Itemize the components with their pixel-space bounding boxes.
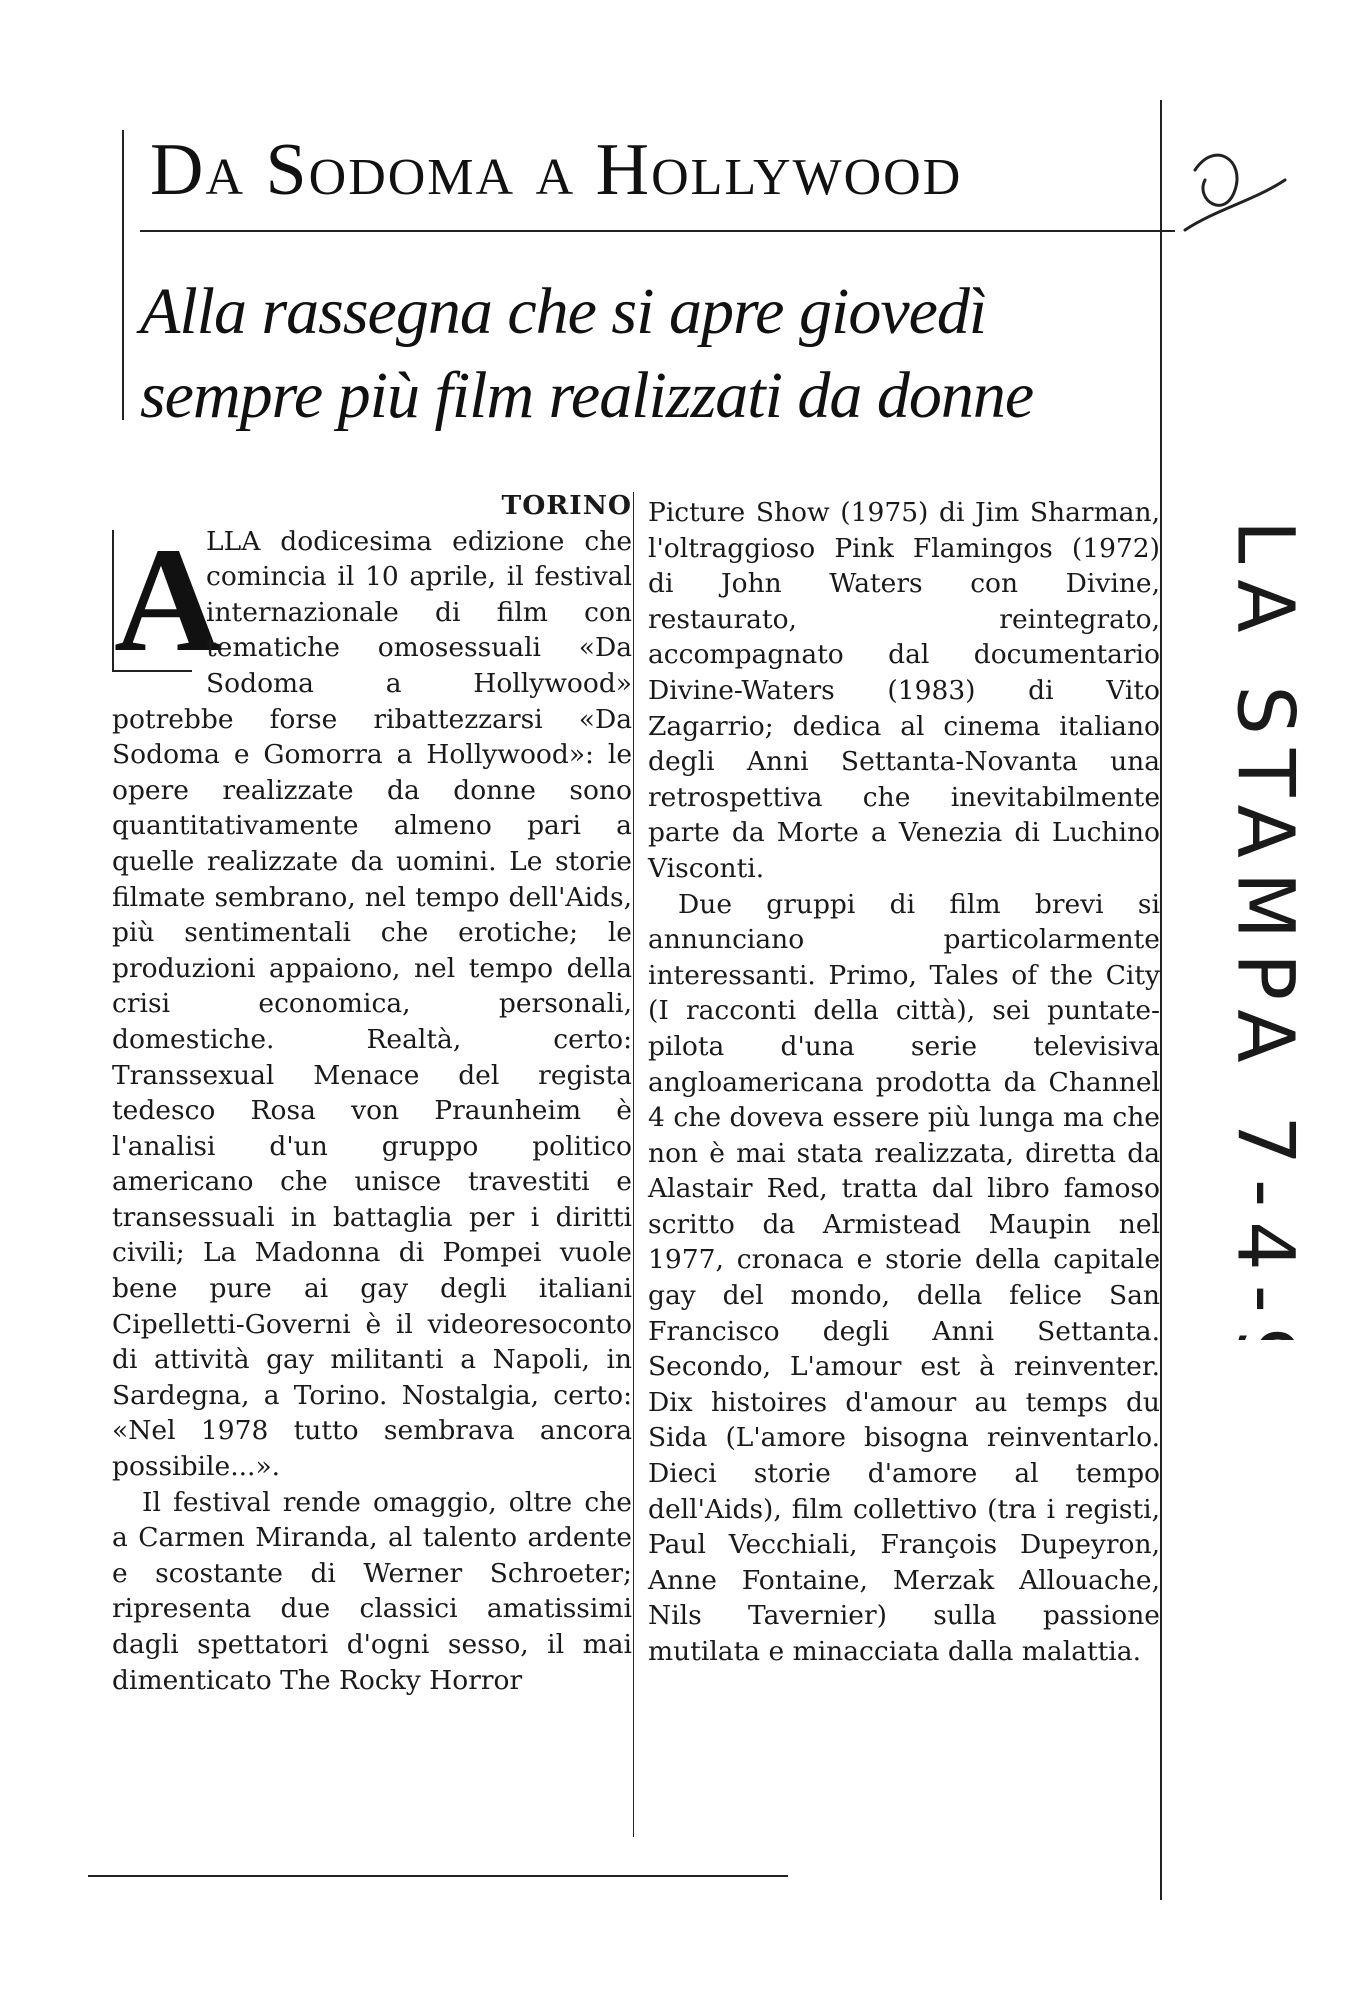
subheadline [140,270,1180,438]
headline: Da Sodoma a Hollywood [150,129,963,211]
left-border-rule [122,130,124,420]
handwritten-note-svg [1175,140,1335,1340]
paragraph: LLA dodicesima edizione che comincia il 10 aprile, il festival internazionale di film con tematiche omosessuali «Da Sodoma a Hollywood» potrebbe forse ribattezzarsi «Da Sodoma e Gomorra a Hollywood»: le opere realizzate da donne sono quantitativamente almeno pari a quelle realizzate da uomini. Le storie filmate sembrano, nel tempo dell'Aids, più sentimentali che erotiche; le produzioni appaiono, nel tempo della crisi economica, personali, domestiche. Realtà, certo: Transsexual Menace del regista tedesco Rosa von Praunheim è l'analisi d'un gruppo politico americano che unisce travestiti e transessuali in battaglia per i diritti civili; La Madonna di Pompei vuole bene pure ai gay degli italiani Cipelletti-Governi è il videoresoconto di attività gay militanti a Napoli, in Sardegna, a Torino. Nostalgia, certo: «Nel 1978 tutto sembrava ancora possibile...». [112,525,632,1483]
bottom-rule [88,1875,788,1877]
paragraph: Due gruppi di film brevi si annunciano particolarmente interessanti. Primo, Tales of the City (I racconti della città), sei puntate-pilota d'una serie televisiva angloamericana prodotta da Channel 4 che doveva essere più lunga ma che non è mai stata realizzata, diretta da Alastair Red, tratta dal libro famoso scritto da Armistead Maupin nel 1977, cronaca e storie della capitale gay del mondo, della felice San Francisco degli Anni Settanta. Secondo, L'amour est à reinventer. Dix histoires d'amour au temps du Sida (L'amore bisogna reinventarlo. Dieci storie d'amore al tempo dell'Aids), film collettivo (tra i registi, Paul Vecchiali, François Dupeyron, Anne Fontaine, Merzak Allouache, Nils Tavernier) sulla passione mutilata e minacciata dalla malattia. [648,888,1160,1667]
handwritten-annotation [1175,140,1335,1340]
handwritten-note: LA STAMPA 7-4-97 [1219,520,1310,1340]
article-column-2 [648,495,1160,1670]
headline-underline [140,230,1175,232]
paragraph: Picture Show (1975) di Jim Sharman, l'oltraggioso Pink Flamingos (1972) di John Waters con Divine, restaurato, reintegrato, accompagnato dal documentario Divine-Waters (1983) di Vito Zagarrio; dedica al cinema italiano degli Anni Settanta-Novanta una retrospettiva che inevitabilmente parte da Morte a Venezia di Luchino Visconti. [648,497,1160,884]
subhead-line-1: Alla rassegna che si apre giovedì [140,275,987,348]
column-divider [633,492,634,1837]
subhead-line-2: sempre più film realizzati da donne [140,359,1034,432]
dateline: TORINO [501,490,632,521]
article-column-1 [112,488,632,1698]
drop-cap: A [114,516,223,683]
paragraph: Il festival rende omaggio, oltre che a Carmen Miranda, al talento ardente e scostante di Werner Schroeter; ripresenta due classici amatissimi dagli spettatori d'ogni sesso, il mai dimenticato The Rocky Horror [112,1486,632,1696]
